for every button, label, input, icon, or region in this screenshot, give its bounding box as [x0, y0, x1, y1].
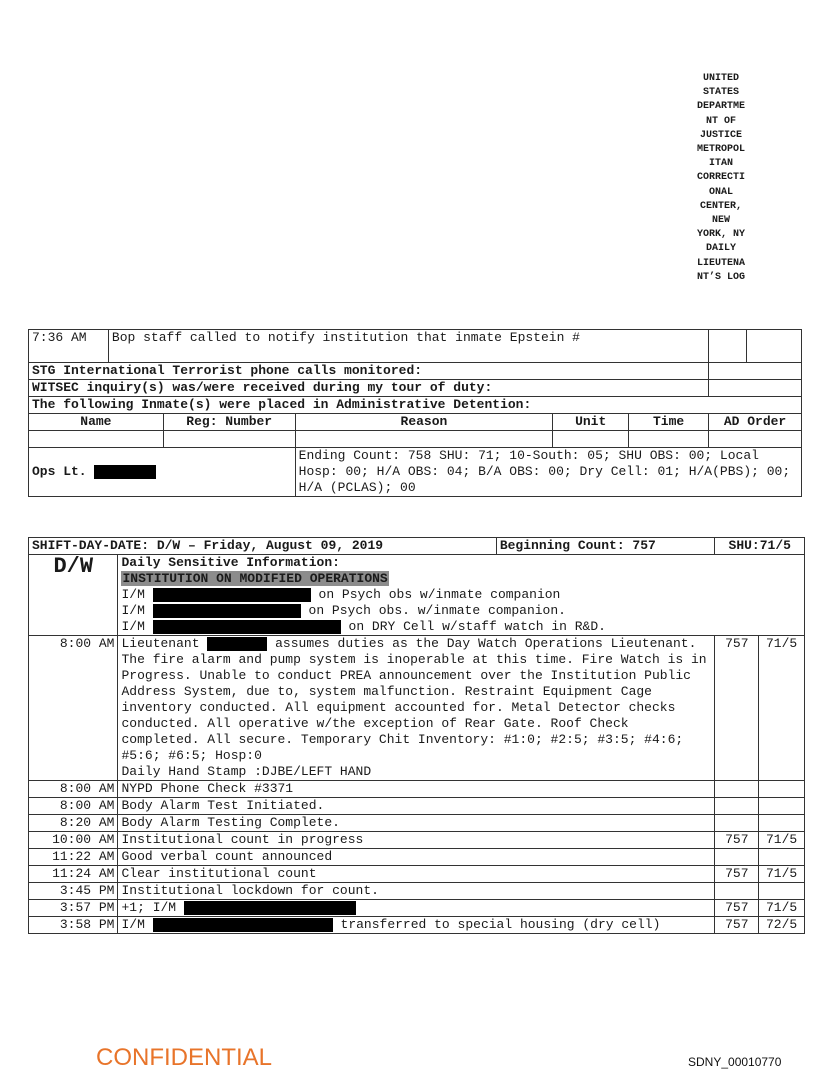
entry-text: Bop staff called to notify institution that inmate Epstein # [108, 330, 708, 363]
count-cell [709, 330, 747, 363]
log-row: 11:22 AM Good verbal count announced [29, 849, 805, 866]
redaction-bar [153, 620, 341, 634]
col-time: Time [629, 414, 709, 431]
log-header-title: UNITED STATES DEPARTME NT OF JUSTICE METROPOL ITAN CORRECTI ONAL CENTER, NEW YORK, NY DAILY LIEUTENA NT’S LOG [696, 73, 745, 283]
log-row: 10:00 AM Institutional count in progress 757 71/5 [29, 832, 805, 849]
bates-number: SDNY_00010770 [688, 1055, 782, 1069]
log-entry-text: I/M transferred to special housing (dry cell) [118, 917, 715, 934]
sensitive-line-1: I/M on Psych obs w/inmate companion [121, 587, 561, 602]
sensitive-line-3: I/M on DRY Cell w/staff watch in R&D. [121, 619, 606, 634]
ops-lt-label: Ops Lt. [32, 464, 87, 479]
log-row: 8:00 AM Body Alarm Test Initiated. [29, 798, 805, 815]
log-row: 3:58 PM I/M transferred to special housing (dry cell) 757 72/5 [29, 917, 805, 934]
redaction-bar [94, 465, 156, 479]
admin-detention-line: The following Inmate(s) were placed in Administrative Detention: [29, 397, 802, 414]
log-row: 8:20 AM Body Alarm Testing Complete. [29, 815, 805, 832]
redaction-bar [153, 588, 311, 602]
col-ad-order: AD Order [709, 414, 802, 431]
ending-count: Ending Count: 758 SHU: 71; 10-South: 05; SHU OBS: 00; Local Hosp: 00; H/A OBS: 04; B/A OBS: 00; Dry Cell: 01; H/A(PBS); 00; H/A (PCLAS); 00 [295, 448, 801, 497]
sensitive-info [118, 555, 805, 636]
log-row: 3:57 PM +1; I/M 757 71/5 [29, 900, 805, 917]
beginning-count: Beginning Count: 757 [496, 538, 715, 555]
col-reg-number: Reg: Number [163, 414, 295, 431]
confidential-label: CONFIDENTIAL [96, 1044, 273, 1071]
col-unit: Unit [553, 414, 629, 431]
col-name: Name [29, 414, 164, 431]
shift-day-date: SHIFT-DAY-DATE: D/W – Friday, August 09, 2019 [29, 538, 497, 555]
shu-cell [747, 330, 802, 363]
log-entry-text: +1; I/M [118, 900, 715, 917]
log-row: 8:00 AM Lieutenant assumes duties as the Day Watch Operations Lieutenant. The fire alarm and pump system is inoperable at this time. Fire Watch is in Progress. Unable to conduct PREA announcement over the Institution Public Address System, due to, system malfunction. Restraint Equipment Cage inventory conducted. All equipment accounted for. Metal Detector checks conducted. All operative w/the exception of Rear Gate. Roof Check completed. All secure. Temporary Chit Inventory: #1:0; #2:5; #3:5; #4:6; #5:6; #6:5; Hosp:0 Daily Hand Stamp :DJBE/LEFT HAND 757 71/5 [29, 636, 805, 781]
witsec-line: WITSEC inquiry(s) was/were received during my tour of duty: [29, 380, 709, 397]
col-reason: Reason [295, 414, 553, 431]
redaction-bar [184, 901, 356, 915]
log-entry-text: Lieutenant assumes duties as the Day Watch Operations Lieutenant. The fire alarm and pump system is inoperable at this time. Fire Watch is in Progress. Unable to conduct PREA announcement over the Institution Public Address System, due to, system malfunction. Restraint Equipment Cage inventory conducted. All equipment accounted for. Metal Detector checks conducted. All operative w/the exception of Rear Gate. Roof Check completed. All secure. Temporary Chit Inventory: #1:0; #2:5; #3:5; #4:6; #5:6; #6:5; Hosp:0 Daily Hand Stamp :DJBE/LEFT HAND [118, 636, 715, 781]
shu-total: SHU:71/5 [715, 538, 805, 555]
sensitive-title: Daily Sensitive Information: [121, 555, 340, 570]
modified-operations-banner: INSTITUTION ON MODIFIED OPERATIONS [122, 571, 388, 586]
previous-page-table [28, 329, 802, 497]
redaction-bar [153, 604, 301, 618]
stg-line: STG International Terrorist phone calls monitored: [29, 363, 709, 380]
log-row: 11:24 AM Clear institutional count 757 71/5 [29, 866, 805, 883]
log-row: 3:45 PM Institutional lockdown for count. [29, 883, 805, 900]
ops-lt-cell [29, 448, 296, 497]
log-row: 8:00 AM NYPD Phone Check #3371 [29, 781, 805, 798]
dw-label: D/W [29, 555, 118, 636]
hand-stamp: Daily Hand Stamp :DJBE/LEFT HAND [121, 764, 372, 779]
sensitive-line-2: I/M on Psych obs. w/inmate companion. [121, 603, 566, 618]
redaction-bar [153, 918, 333, 932]
entry-time: 7:36 AM [29, 330, 109, 363]
redaction-bar [207, 637, 267, 651]
shift-log-table [28, 537, 805, 934]
